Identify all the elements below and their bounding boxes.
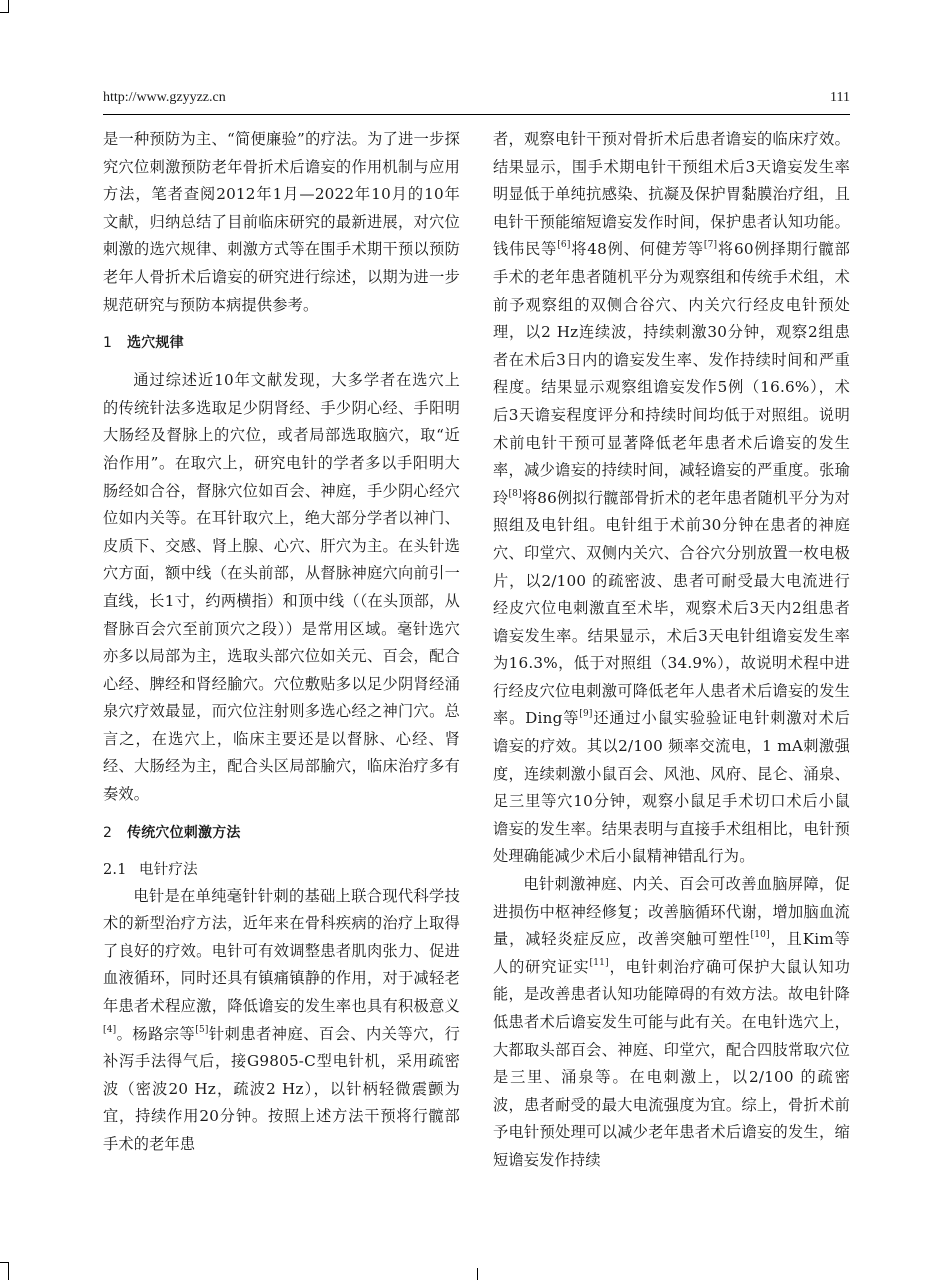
text-run: 电针是在单纯毫针针刺的基础上联合现代科学技术的新型治疗方法，近年来在骨科疾病的治疗上取得了良好的疗效。电针可有效调整患者肌肉张力、促进血液循环，同时还具有镇痛镇静的作用，对于减轻老年患者术程应激，降低谵妄的发生率也具有积极意义 bbox=[103, 886, 460, 1016]
crop-mark-bottom-center bbox=[477, 1268, 478, 1280]
section-2-number: 2 bbox=[103, 824, 113, 841]
right-column bbox=[493, 126, 850, 1175]
text-run: 将48例、何健芳等 bbox=[570, 240, 704, 259]
citation-ref-5: [5] bbox=[195, 1024, 209, 1035]
page-number: 111 bbox=[830, 90, 850, 105]
text-run: ，且Kim等人的研究证实 bbox=[493, 930, 850, 976]
crop-mark-top-left-v bbox=[8, 0, 9, 12]
journal-url: http://www.gzyyzz.cn bbox=[103, 90, 226, 105]
header-rule bbox=[103, 114, 850, 115]
intro-paragraph: 是一种预防为主、“简便廉验”的疗法。为了进一步探究穴位刺激预防老年骨折术后谵妄的作用机制与应用方法，笔者查阅2012年1月—2022年10月的10年文献，归纳总结了目前临床研究的最新进展，对穴位刺激的选穴规律、刺激方式等在围手术期干预以预防老年人骨折术后谵妄的研究进行综述，以期为进一步规范研究与预防本病提供参考。 bbox=[103, 130, 460, 314]
section-2-1-number: 2.1 bbox=[103, 861, 127, 878]
section-1-title: 选穴规律 bbox=[127, 335, 184, 352]
citation-ref-6: [6] bbox=[557, 240, 571, 251]
text-run: 。杨路宗等 bbox=[116, 1024, 196, 1043]
citation-ref-7: [7] bbox=[703, 240, 718, 251]
electroacupuncture-paragraph bbox=[103, 883, 460, 1159]
crop-mark-bottom-left-h bbox=[0, 1262, 9, 1263]
section-2-title: 传统穴位刺激方法 bbox=[127, 824, 241, 841]
text-run: 还通过小鼠实验验证电针刺激对术后谵妄的疗效。其以2/100 频率交流电，1 mA刺激强度，连续刺激小鼠百会、风池、风府、昆仑、涌泉、足三里等穴10分钟，观察小鼠足手术切口术后小鼠谵妄的发生率。结果表明与直接手术组相比，电针预处理确能减少术后小鼠精神错乱行为。 bbox=[493, 709, 851, 866]
text-run: 将86例拟行髋部骨折术的老年患者随机平分为对照组及电针组。电针组于术前30分钟在患者的神庭穴、印堂穴、双侧内关穴、合谷穴分别放置一枚电极片，以2/100 的疏密波、患者可耐受最大电流进行经皮穴位电刺激直至术毕，观察术后3天内2组患者谵妄发生率。结果显示，术后3天电针组谵妄发生率为16.3%，低于对照组（34.9%），故说明术程中进行经皮穴位电刺激可降低老年人患者术后谵妄的发生率。Ding等 bbox=[493, 488, 851, 728]
citation-ref-9: [9] bbox=[579, 709, 593, 720]
section-1-number: 1 bbox=[103, 335, 113, 352]
section-2-1-heading bbox=[103, 857, 460, 883]
citation-ref-10: [10] bbox=[750, 930, 770, 941]
running-header bbox=[103, 90, 850, 112]
crop-mark-bottom-left-v bbox=[8, 1262, 9, 1280]
citation-ref-11: [11] bbox=[589, 957, 609, 968]
text-run: 将60例择期行髋部手术的老年患者随机平分为观察组和传统手术组，术前予观察组的双侧合谷穴、内关穴行经皮电针预处理，以2 Hz连续波，持续刺激30分钟，观察2组患者在术后3日内的谵妄发生率、发作持续时间和严重程度。结果显示观察组谵妄发作5例（16.6%），术后3天谵妄程度评分和持续时间均低于对照组。说明术前电针干预可显著降低老年患者术后谵妄的发生率，减少谵妄的持续时间，减轻谵妄的严重度。张瑜玲 bbox=[493, 240, 850, 507]
continued-paragraph bbox=[493, 126, 850, 871]
mechanism-paragraph bbox=[493, 871, 850, 1175]
citation-ref-4: [4] bbox=[103, 1024, 117, 1035]
crop-mark-top-left-h bbox=[0, 12, 9, 13]
section-2-1-title: 电针疗法 bbox=[139, 861, 198, 878]
citation-ref-8: [8] bbox=[508, 488, 522, 499]
section-2-heading bbox=[103, 819, 460, 847]
left-column bbox=[103, 126, 460, 1159]
section-1-heading bbox=[103, 329, 460, 357]
text-run: 电针刺激神庭、内关、百会可改善血脑屏障，促进损伤中枢神经修复；改善脑循环代谢，增加脑血流量，减轻炎症反应，改善突触可塑性 bbox=[493, 875, 850, 949]
text-run: 者，观察电针干预对骨折术后患者谵妄的临床疗效。结果显示，围手术期电针干预组术后3天谵妄发生率明显低于单纯抗感染、抗凝及保护胃黏膜治疗组，且电针干预能缩短谵妄发作时间，保护患者认知功能。钱伟民等 bbox=[493, 130, 850, 259]
text-run: ，电针刺治疗确可保护大鼠认知功能，是改善患者认知功能障碍的有效方法。故电针降低患者术后谵妄发生可能与此有关。在电针选穴上，大都取头部百会、神庭、印堂穴，配合四肢常取穴位是三里、涌泉等。在电刺激上，以2/100 的疏密波，患者耐受的最大电流强度为宜。综上，骨折术前予电针预处理可以减少老年患者术后谵妄的发生，缩短谵妄发作持续 bbox=[493, 957, 851, 1169]
acupoint-selection-paragraph: 通过综述近10年文献发现，大多学者在选穴上的传统针法多选取足少阴肾经、手少阴心经、手阳明大肠经及督脉上的穴位，或者局部选取脑穴，取“近治作用”。在取穴上，研究电针的学者多以手阳明大肠经如合谷，督脉穴位如百会、神庭，手少阴心经穴位如内关等。在耳针取穴上，绝大部分学者以神门、皮质下、交感、肾上腺、心穴、肝穴为主。在头针选穴方面，额中线（在头前部，从督脉神庭穴向前引一直线，长1寸，约两横指）和顶中线（（在头顶部，从督脉百会穴至前顶穴之段））是常用区域。毫针选穴亦多以局部为主，选取头部穴位如关元、百会，配合心经、脾经和肾经腧穴。穴位敷贴多以足少阴肾经涌泉穴疗效最显，而穴位注射则多选心经之神门穴。总言之，在选穴上，临床主要还是以督脉、心经、肾经、大肠经为主，配合头区局部腧穴，临床治疗多有奏效。 bbox=[103, 371, 460, 804]
text-run: 针刺患者神庭、百会、内关等穴，行补泻手法得气后，接G9805-C型电针机，采用疏密波（密波20 Hz，疏波2 Hz），以针柄轻微震颤为宜，持续作用20分钟。按照上述方法干预将行髋部手术的老年患 bbox=[103, 1024, 461, 1153]
